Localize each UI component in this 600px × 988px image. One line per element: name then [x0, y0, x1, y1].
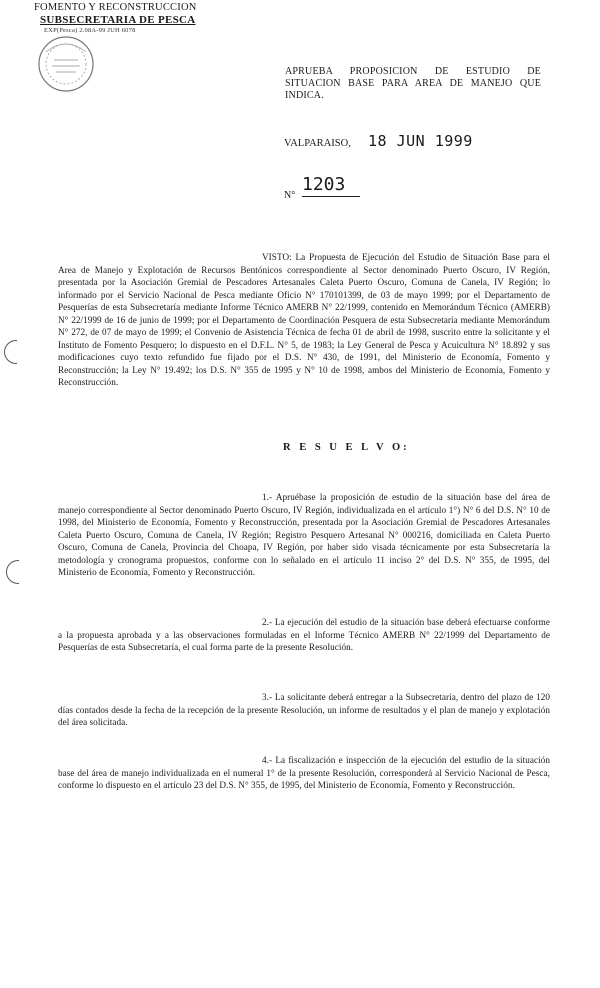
resolution-item-3 — [58, 691, 550, 729]
number-label: N° — [284, 190, 296, 201]
item-text: 4.- La fiscalización e inspección de la ejecución del estudio de la situación base del área de manejo individualizada en el numeral 1° de la presente Resolución, corresponderá al Servicio Nacional de Pesca, conforme lo dispuesto en el artículo 23 del D.S. N° 355, de 1995, del Ministerio de Economía, Fomento y Reconstrucción. — [58, 755, 550, 790]
resolution-item-2 — [58, 616, 550, 654]
resolution-subject: APRUEBA PROPOSICION DE ESTUDIO DE SITUACION BASE PARA AREA DE MANEJO QUE INDICA. — [285, 66, 541, 101]
item-text: 1.- Apruébase la proposición de estudio de la situación base del área de manejo correspondiente al Sector denominado Puerto Oscuro, IV Región, individualizada en el artículo 1°) N° 6 del D.S. N° 10 de 1998, del Ministerio de Economía, Fomento y Reconstrucción, presentada por la Asociación Gremial de Pescadores Artesanales Caleta Puerto Oscuro, Comuna de Canela, IV Región; Registro Pesquero Artesanal N° 000216, domiciliada en Caleta Puerto Oscuro, Comuna de Canela, Provincia del Choapa, IV Región, por haber sido visada técnicamente por esta Subsecretaría la metodología y cronograma propuestos, conforme con lo señalado en el artículo 11 inciso 2° del D.S. N° 355, de 1995, del Ministerio de Economía, Fomento y Reconstrucción. — [58, 492, 550, 577]
punch-hole-mark — [4, 340, 17, 364]
punch-hole-mark — [6, 560, 19, 584]
ministry-header: FOMENTO Y RECONSTRUCCION — [34, 2, 197, 13]
item-text: 2.- La ejecución del estudio de la situación base deberá efectuarse conforme a la propuesta aprobada y a las observaciones formuladas en el Informe Técnico AMERB N° 22/1999 del Departamento de Pesquerías de esta Subsecretaría, el cual forma parte de la presente Resolución. — [58, 617, 550, 652]
item-text: 3.- La solicitante deberá entregar a la Subsecretaría, dentro del plazo de 120 días contados desde la fecha de la recepción de la presente Resolución, un informe de resultados y el plan de manejo y explotación del área solicitada. — [58, 692, 550, 727]
visto-label: VISTO: — [262, 252, 292, 262]
resolution-item-4 — [58, 754, 550, 792]
resuelvo-heading: R E S U E L V O: — [283, 442, 410, 453]
file-reference: EXP(Pesca) 2.08A-99 JUH 6078 — [44, 27, 136, 34]
place-label: VALPARAISO, — [284, 138, 351, 149]
visto-paragraph — [58, 251, 550, 389]
subsecretaria-header: SUBSECRETARIA DE PESCA — [40, 14, 196, 26]
resolution-item-1 — [58, 491, 550, 579]
number-value: 1203 — [302, 174, 360, 197]
date-stamp: 18 JUN 1999 — [368, 132, 473, 150]
official-seal-stamp — [36, 34, 96, 94]
visto-text: La Propuesta de Ejecución del Estudio de Situación Base para el Area de Manejo y Explotación de Recursos Bentónicos correspondiente al Sector denominado Puerto Oscuro, IV Región, presentada por la Asociación Gremial de Pescadores Artesanales Caleta Puerto Oscuro, Comuna de Canela, IV Región; lo informado por el Servicio Nacional de Pesca mediante Oficio N° 170101399, de 03 de mayo 1999; por el Departamento de Pesquerías de esta Subsecretaría mediante Informe Técnico AMERB N° 22/1999, contenido en Memorándum Técnico (AMERB) N° 22/1999 de 16 de junio de 1999; por el Departamento de Coordinación Pesquera de esta Subsecretaría mediante Memorándum N° 272, de 07 de mayo de 1999; el Convenio de Asistencia Técnica de fecha 01 de abril de 1998, suscrito entre la solicitante y el Instituto de Fomento Pesquero; lo dispuesto en el D.F.L. N° 5, de 1983; la Ley General de Pesca y Acuicultura N° 18.892 y sus modificaciones cuyo texto refundido fue fijado por el D.S. N° 430, de 1991, del Ministerio de Economía, Fomento y Reconstrucción; la Ley N° 19.492; los D.S. N° 355 de 1995 y N° 10 de 1998, ambos del Ministerio de Economía, Fomento y Reconstrucción. — [58, 252, 550, 387]
